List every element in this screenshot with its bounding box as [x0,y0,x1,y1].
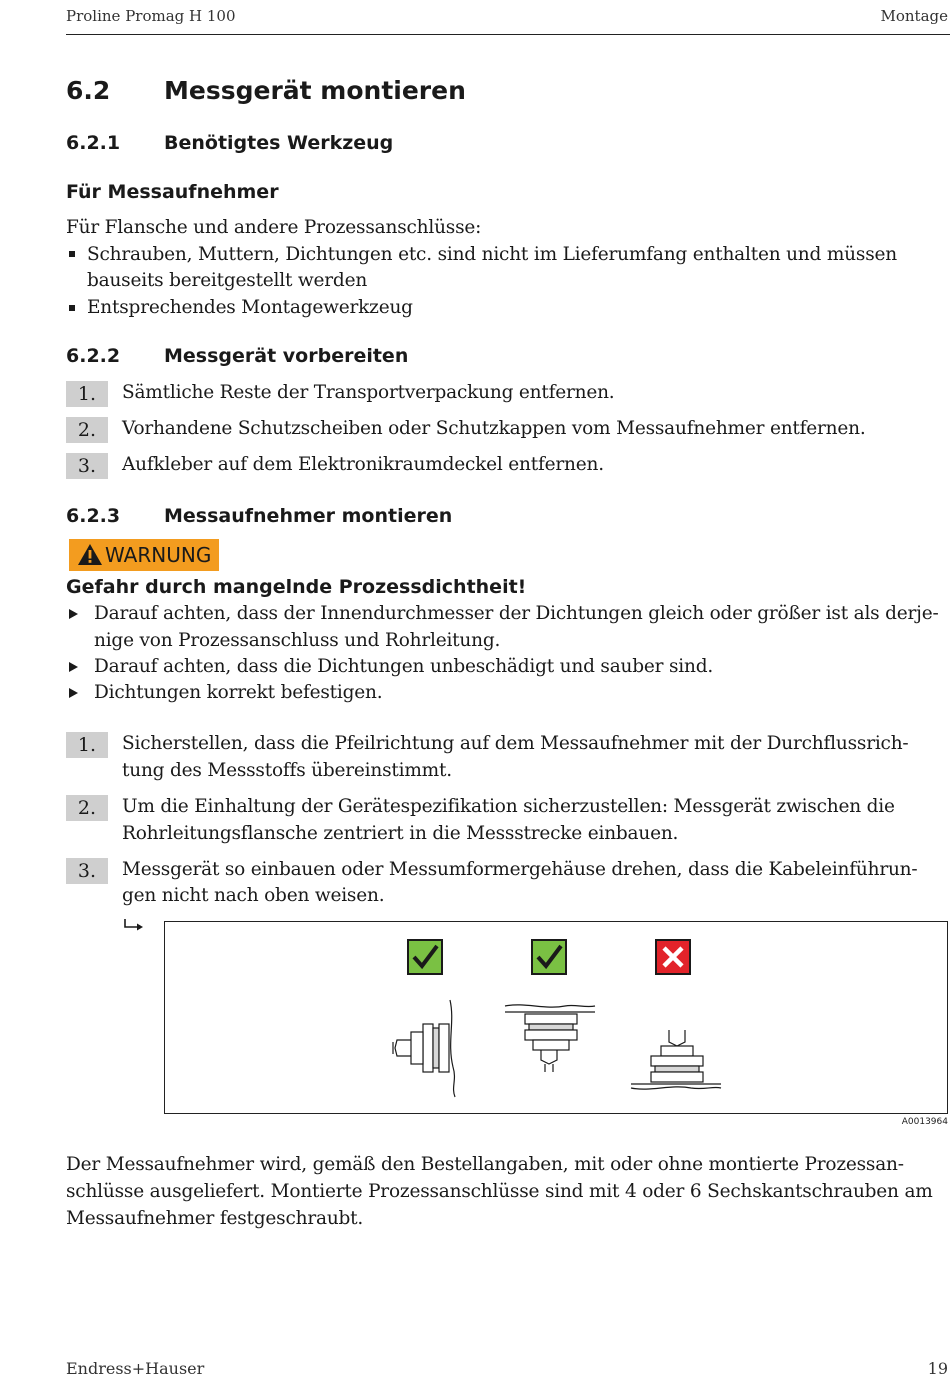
step-number: 3. [66,453,108,479]
mount-step-2-line2: Rohrleitungsflansche zentriert in die Messstrecke einbauen. [122,823,679,844]
check-icon [408,940,442,974]
device-horizontal [393,1000,455,1097]
mount-step-2-line1: Um die Einhaltung der Gerätespezifikation sicherzustellen: Messgerät zwischen die [122,796,895,817]
device-vertical-up [631,1030,721,1089]
arrow-bullet-icon [69,662,78,672]
section-number: 6.2 [66,76,111,105]
cross-icon [656,940,690,974]
tool-bullet-2: Entsprechendes Montagewerkzeug [87,297,413,318]
subsection-title-2: Messgerät vorbereiten [164,345,409,367]
warning-label: WARNUNG [105,543,212,567]
warning-item-2: Darauf achten, dass die Dichtungen unbeschädigt und sauber sind. [94,656,714,677]
subsection-title-3: Messaufnehmer montieren [164,505,453,527]
square-bullet-icon [69,251,75,257]
prep-step-3: Aufkleber auf dem Elektronikraumdeckel entfernen. [122,454,604,475]
square-bullet-icon [69,305,75,311]
warning-badge [69,539,219,571]
arrow-bullet-icon [69,688,78,698]
step-number: 3. [66,858,108,884]
mount-step-1-line2: tung des Messstoffs übereinstimmt. [122,760,452,781]
mount-step-3-line2: gen nicht nach oben weisen. [122,885,385,906]
step-number: 1. [66,381,108,407]
mount-step-3-line1: Messgerät so einbauen oder Messumformergehäuse drehen, dass die Kabeleinführun- [122,859,918,880]
mount-step-1-line1: Sicherstellen, dass die Pfeilrichtung auf dem Messaufnehmer mit der Durchflussrich- [122,733,909,754]
flange-intro: Für Flansche und andere Prozessanschlüsse: [66,217,482,238]
subsection-title-1: Benötigtes Werkzeug [164,132,394,154]
subsection-number-2: 6.2.2 [66,345,121,367]
tool-bullet-1-line2: bauseits bereitgestellt werden [87,270,368,291]
tool-bullet-1-line1: Schrauben, Muttern, Dichtungen etc. sind nicht im Lieferumfang enthalten und müssen [87,244,897,265]
warning-heading: Gefahr durch mangelnde Prozessdichtheit! [66,576,527,598]
page-number: 19 [927,1359,948,1378]
closing-line-3: Messaufnehmer festgeschraubt. [66,1208,364,1229]
warning-item-3: Dichtungen korrekt befestigen. [94,682,383,703]
section-title: Messgerät montieren [164,76,466,105]
header-chapter: Montage [880,7,948,25]
step-number: 2. [66,417,108,443]
step-number: 1. [66,732,108,758]
sensor-heading: Für Messaufnehmer [66,181,279,203]
step-number: 2. [66,795,108,821]
prep-step-2: Vorhandene Schutzscheiben oder Schutzkappen vom Messaufnehmer entfernen. [122,418,866,439]
result-arrow-icon [122,918,144,932]
closing-line-1: Der Messaufnehmer wird, gemäß den Bestellangaben, mit oder ohne montierte Prozessan- [66,1154,904,1175]
prep-step-1: Sämtliche Reste der Transportverpackung entfernen. [122,382,615,403]
warning-triangle-icon [77,543,103,566]
mounting-orientation-figure [164,921,948,1114]
closing-line-2: schlüsse ausgeliefert. Montierte Prozessanschlüsse sind mit 4 oder 6 Sechskantschrauben am [66,1181,933,1202]
check-icon [532,940,566,974]
subsection-number-3: 6.2.3 [66,505,121,527]
subsection-number-1: 6.2.1 [66,132,121,154]
arrow-bullet-icon [69,609,78,619]
mounting-orientation-illustration [165,922,946,1112]
header-product: Proline Promag H 100 [66,7,236,25]
header-rule [66,34,950,35]
warning-item-1-line1: Darauf achten, dass der Innendurchmesser der Dichtungen gleich oder größer ist als derje- [94,603,939,624]
device-vertical-down [505,1005,595,1072]
figure-id: A0013964 [901,1117,948,1127]
warning-item-1-line2: nige von Prozessanschluss und Rohrleitung. [94,630,501,651]
footer-company: Endress+Hauser [66,1359,205,1378]
